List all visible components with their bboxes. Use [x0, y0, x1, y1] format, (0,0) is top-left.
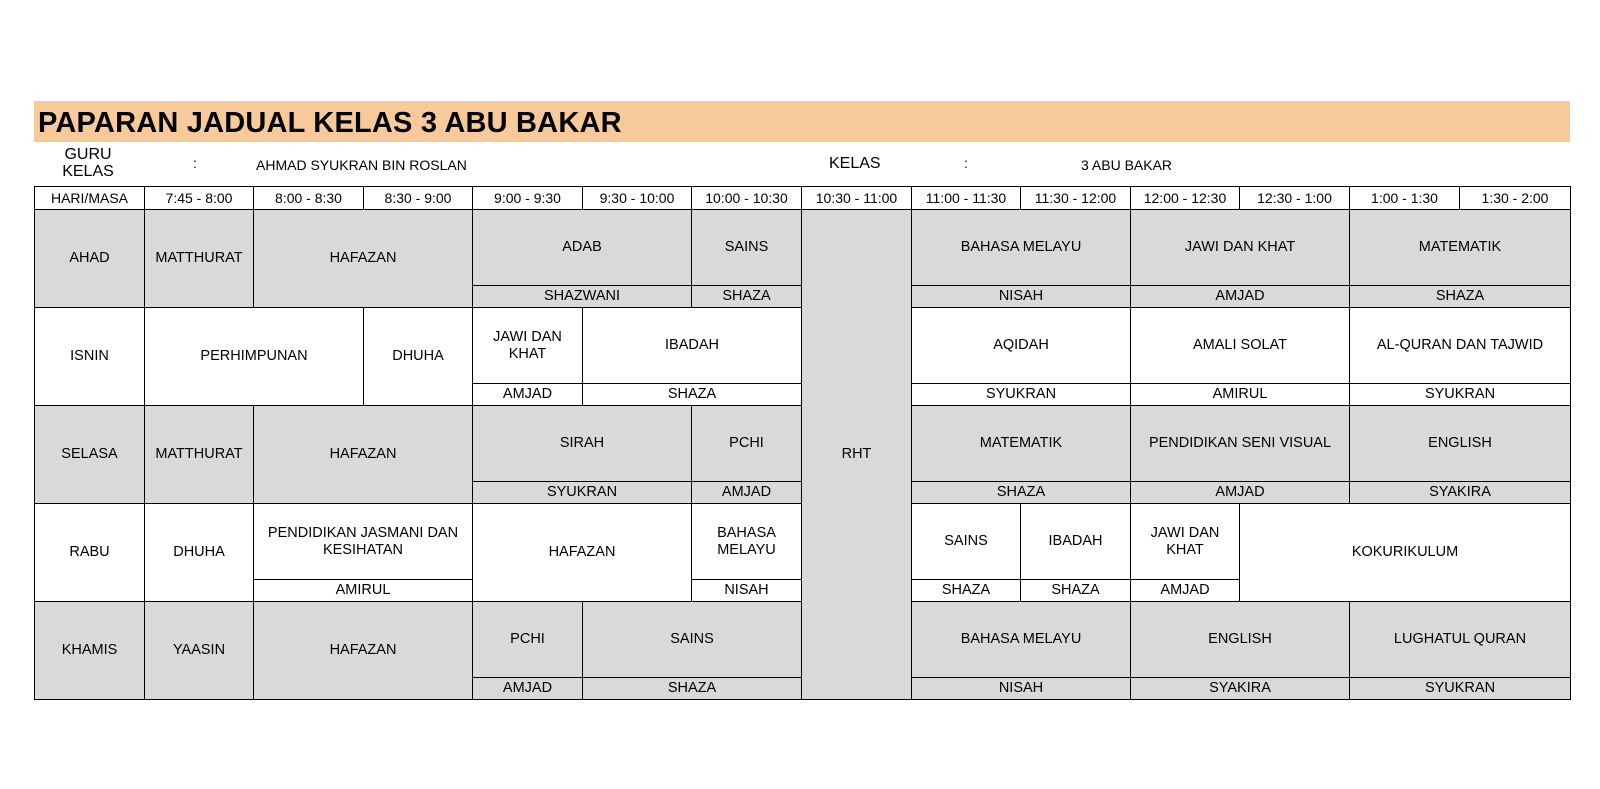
subject-cell: ADAB	[473, 210, 692, 286]
header-cell: 11:00 - 11:30	[912, 187, 1021, 210]
subject-cell: HAFAZAN	[254, 406, 473, 504]
header-cell: 8:30 - 9:00	[364, 187, 473, 210]
teacher-cell: NISAH	[912, 678, 1131, 700]
header-cell: 11:30 - 12:00	[1021, 187, 1131, 210]
guru-label-line2: KELAS	[62, 163, 114, 180]
subject-cell: SAINS	[583, 602, 802, 678]
header-cell: 12:30 - 1:00	[1240, 187, 1350, 210]
teacher-cell: AMJAD	[473, 678, 583, 700]
subject-cell: HAFAZAN	[254, 602, 473, 700]
teacher-cell: AMJAD	[1131, 482, 1350, 504]
subject-cell: DHUHA	[145, 504, 254, 602]
guru-label-line1: GURU	[64, 146, 112, 163]
header-cell: 7:45 - 8:00	[145, 187, 254, 210]
subject-cell: ENGLISH	[1350, 406, 1571, 482]
subject-cell: JAWI DAN KHAT	[473, 308, 583, 384]
subject-cell: BAHASA MELAYU	[692, 504, 802, 580]
header-cell: 9:30 - 10:00	[583, 187, 692, 210]
subject-cell: YAASIN	[145, 602, 254, 700]
subject-cell: AQIDAH	[912, 308, 1131, 384]
header-cell: 1:00 - 1:30	[1350, 187, 1460, 210]
header-cell: 10:30 - 11:00	[802, 187, 912, 210]
subject-cell: MATEMATIK	[1350, 210, 1571, 286]
teacher-cell: AMJAD	[473, 384, 583, 406]
teacher-cell: AMJAD	[692, 482, 802, 504]
timetable	[34, 186, 1571, 700]
teacher-cell: AMJAD	[1131, 286, 1350, 308]
header-cell: 10:00 - 10:30	[692, 187, 802, 210]
day-cell: AHAD	[35, 210, 145, 308]
day-cell: SELASA	[35, 406, 145, 504]
teacher-cell: SHAZA	[1021, 580, 1131, 602]
subject-cell: PERHIMPUNAN	[145, 308, 364, 406]
teacher-cell: SHAZA	[583, 678, 802, 700]
teacher-cell: NISAH	[912, 286, 1131, 308]
header-row	[35, 187, 1571, 210]
teacher-cell: SYUKRAN	[912, 384, 1131, 406]
teacher-cell: SHAZA	[692, 286, 802, 308]
teacher-cell: AMJAD	[1131, 580, 1240, 602]
subject-cell: BAHASA MELAYU	[912, 602, 1131, 678]
subject-cell: KOKURIKULUM	[1240, 504, 1571, 602]
teacher-cell: SHAZA	[1350, 286, 1571, 308]
header-cell: 1:30 - 2:00	[1460, 187, 1571, 210]
guru-colon: :	[193, 155, 197, 171]
subject-cell: SAINS	[912, 504, 1021, 580]
teacher-cell: SYUKRAN	[1350, 384, 1571, 406]
teacher-cell: SHAZA	[583, 384, 802, 406]
teacher-cell: NISAH	[692, 580, 802, 602]
subject-cell: MATEMATIK	[912, 406, 1131, 482]
subject-cell: MATTHURAT	[145, 210, 254, 308]
header-cell: 12:00 - 12:30	[1131, 187, 1240, 210]
day-cell: ISNIN	[35, 308, 145, 406]
subject-cell: AL-QURAN DAN TAJWID	[1350, 308, 1571, 384]
teacher-cell: SHAZWANI	[473, 286, 692, 308]
subject-cell: AMALI SOLAT	[1131, 308, 1350, 384]
subject-cell: HAFAZAN	[473, 504, 692, 602]
header-cell: 8:00 - 8:30	[254, 187, 364, 210]
teacher-cell: SYUKRAN	[473, 482, 692, 504]
subject-cell: PCHI	[473, 602, 583, 678]
day-cell: KHAMIS	[35, 602, 145, 700]
rht-cell: RHT	[802, 210, 912, 700]
row-ahad-subject	[35, 210, 1571, 286]
day-cell: RABU	[35, 504, 145, 602]
teacher-cell: SYAKIRA	[1131, 678, 1350, 700]
title-banner	[34, 101, 1570, 142]
kelas-colon: :	[964, 155, 968, 171]
subject-cell: JAWI DAN KHAT	[1131, 210, 1350, 286]
subject-cell: HAFAZAN	[254, 210, 473, 308]
teacher-cell: AMIRUL	[1131, 384, 1350, 406]
subject-cell: LUGHATUL QURAN	[1350, 602, 1571, 678]
kelas-value: 3 ABU BAKAR	[1081, 157, 1173, 173]
subject-cell: JAWI DAN KHAT	[1131, 504, 1240, 580]
subject-cell: PENDIDIKAN SENI VISUAL	[1131, 406, 1350, 482]
teacher-cell: SYAKIRA	[1350, 482, 1571, 504]
teacher-cell: SYUKRAN	[1350, 678, 1571, 700]
page-title: PAPARAN JADUAL KELAS 3 ABU BAKAR	[38, 107, 622, 139]
teacher-cell: SHAZA	[912, 580, 1021, 602]
subject-cell: SIRAH	[473, 406, 692, 482]
guru-name: AHMAD SYUKRAN BIN ROSLAN	[256, 157, 467, 173]
guru-kelas-label	[52, 146, 124, 180]
subject-cell: PENDIDIKAN JASMANI DAN KESIHATAN	[254, 504, 473, 580]
teacher-cell: AMIRUL	[254, 580, 473, 602]
subject-cell: BAHASA MELAYU	[912, 210, 1131, 286]
subject-cell: IBADAH	[1021, 504, 1131, 580]
kelas-label: KELAS	[829, 155, 881, 172]
header-cell: 9:00 - 9:30	[473, 187, 583, 210]
header-cell: HARI/MASA	[35, 187, 145, 210]
subject-cell: ENGLISH	[1131, 602, 1350, 678]
subject-cell: IBADAH	[583, 308, 802, 384]
subject-cell: PCHI	[692, 406, 802, 482]
subject-cell: MATTHURAT	[145, 406, 254, 504]
subject-cell: DHUHA	[364, 308, 473, 406]
subject-cell: SAINS	[692, 210, 802, 286]
teacher-cell: SHAZA	[912, 482, 1131, 504]
